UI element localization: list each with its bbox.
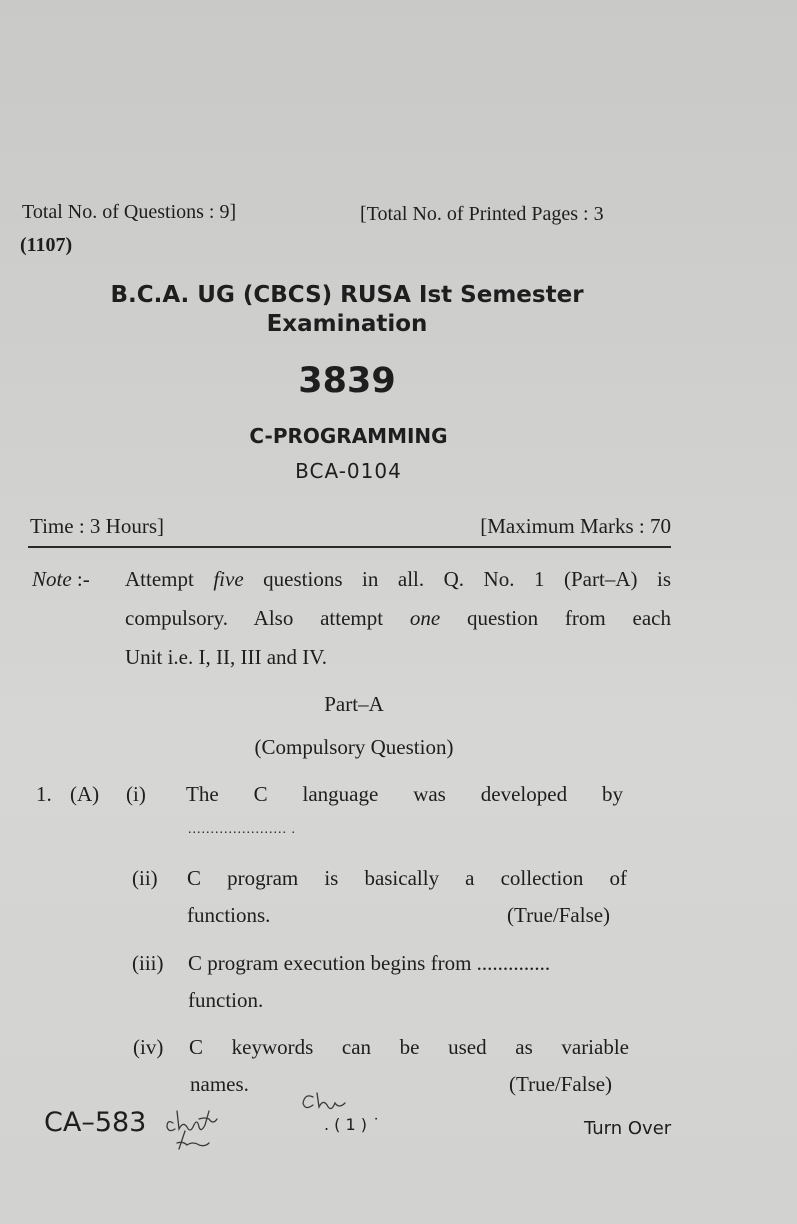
total-pages: [Total No. of Printed Pages : 3: [360, 203, 604, 225]
question-number: 1.: [36, 782, 52, 806]
item-iv-tag: (True/False): [509, 1072, 613, 1096]
note-separator: :-: [76, 567, 90, 591]
part-subheading: (Compulsory Question): [254, 735, 454, 759]
note-label-text: Note: [32, 567, 72, 591]
item-i-number: (i): [126, 782, 146, 806]
course-code: BCA-0104: [295, 459, 402, 483]
item-iv-text: C keywords can be used as variable: [189, 1035, 629, 1059]
item-iv-number: (iv): [133, 1035, 164, 1059]
item-ii-text: C program is basically a collection of: [187, 866, 627, 890]
total-questions: Total No. of Questions : 9]: [22, 201, 237, 223]
note-line-2: compulsory. Also attempt one question from each: [125, 606, 671, 630]
exam-title-line1: B.C.A. UG (CBCS) RUSA Ist Semester: [110, 282, 584, 308]
time-allowed: Time : 3 Hours]: [30, 514, 164, 538]
header-divider: [28, 546, 671, 548]
note-label: [32, 567, 90, 592]
item-i-blank: ...................... .: [188, 822, 296, 837]
question-part: (A): [70, 782, 100, 806]
part-heading: Part–A: [324, 692, 384, 716]
item-iii-number: (iii): [132, 951, 164, 975]
note-line-3: Unit i.e. I, II, III and IV.: [125, 645, 327, 669]
subject-title: C-PROGRAMMING: [249, 424, 448, 448]
item-ii-tag: (True/False): [507, 903, 611, 927]
item-iv-text-cont: names.: [190, 1072, 249, 1096]
page-number: . ( 1 ) ˙: [324, 1115, 381, 1134]
item-ii-number: (ii): [132, 866, 158, 890]
paper-code: (1107): [20, 234, 73, 256]
turn-over: Turn Over: [584, 1118, 672, 1139]
item-iii-text-cont: function.: [188, 988, 264, 1012]
exam-title-line2: Examination: [266, 311, 428, 337]
item-i-text: The C language was developed by: [186, 782, 623, 806]
paper-number: 3839: [298, 361, 396, 401]
footer-code: CA–583: [44, 1107, 147, 1138]
item-ii-text-cont: functions.: [187, 903, 271, 927]
maximum-marks: [Maximum Marks : 70: [480, 514, 671, 538]
note-line-1: Attempt five questions in all. Q. No. 1 (Part–A) is: [125, 567, 671, 591]
item-iii-text: C program execution begins from ..............: [188, 951, 551, 975]
